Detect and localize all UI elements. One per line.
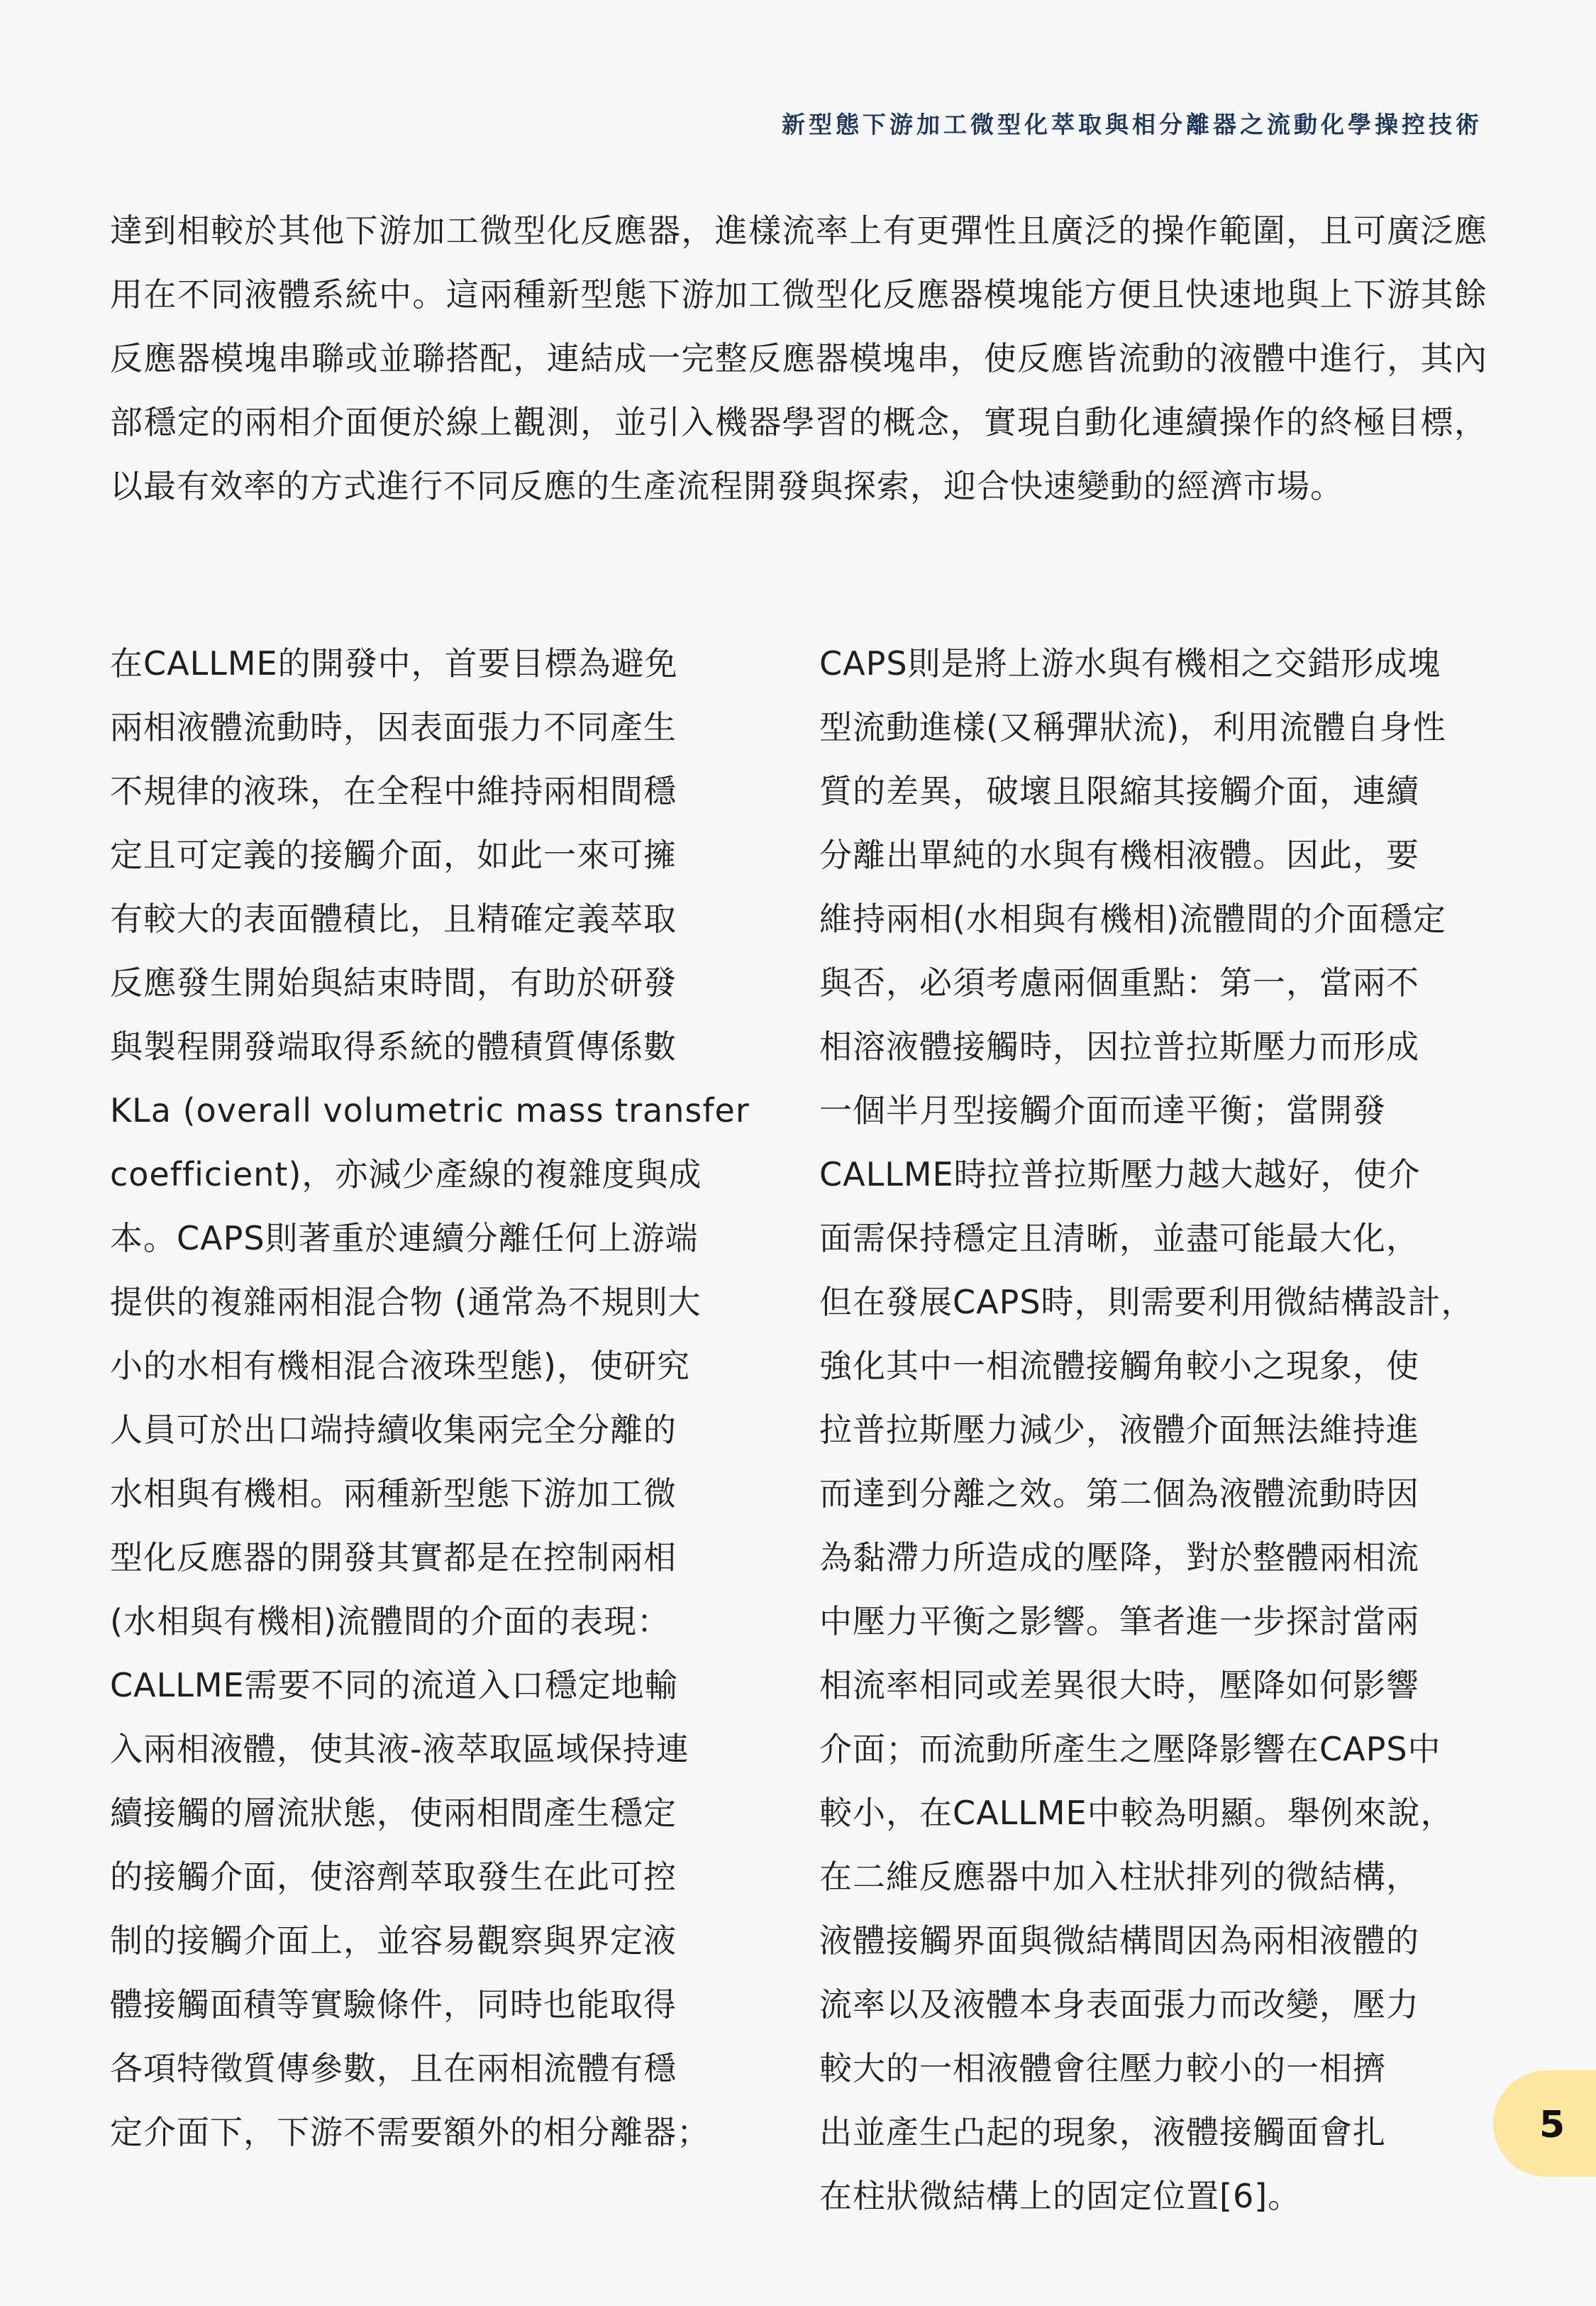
text-line: 入兩相液體，使其液-液萃取區域保持連 [110,1730,689,1768]
text-line: 有較大的表面體積比，且精確定義萃取 [110,900,677,938]
text-line: 定且可定義的接觸介面，如此一來可擁 [110,836,677,874]
text-line: 液體接觸界面與微結構間因為兩相液體的 [819,1921,1419,1960]
text-line: 不規律的液珠，在全程中維持兩相間穩 [110,772,677,810]
text-line: 強化其中一相流體接觸角較小之現象，使 [819,1347,1419,1385]
text-line: 拉普拉斯壓力減少，液體介面無法維持進 [819,1411,1419,1449]
text-line: 與製程開發端取得系統的體積質傳係數 [110,1027,677,1066]
text-line: 定介面下，下游不需要額外的相分離器； [110,2113,710,2151]
text-line: 在柱狀微結構上的固定位置[6]。 [819,2177,1302,2215]
text-line: 的接觸介面，使溶劑萃取發生在此可控 [110,1858,677,1896]
text-line: 水相與有機相。兩種新型態下游加工微 [110,1474,677,1513]
text-line: 小的水相有機相混合液珠型態)，使研究 [110,1347,690,1385]
text-line: 制的接觸介面上，並容易觀察與界定液 [110,1921,677,1960]
left-column [110,631,770,2164]
text-line: 型化反應器的開發其實都是在控制兩相 [110,1538,677,1577]
text-line: 人員可於出口端持續收集兩完全分離的 [110,1411,677,1449]
text-line: 但在發展CAPS時，則需要利用微結構設計， [819,1283,1475,1321]
page-number: 5 [1539,2104,1565,2146]
running-header: 新型態下游加工微型化萃取與相分離器之流動化學操控技術 [782,111,1483,138]
text-line: 流率以及液體本身表面張力而改變，壓力 [819,1985,1419,2024]
text-line: 維持兩相(水相與有機相)流體間的介面穩定 [819,900,1446,938]
text-line: 與否，必須考慮兩個重點：第一，當兩不 [819,964,1419,1002]
text-line: 中壓力平衡之影響。筆者進一步探討當兩 [819,1602,1419,1640]
text-line: CAPS則是將上游水與有機相之交錯形成塊 [819,644,1441,683]
text-line: 質的差異，破壞且限縮其接觸介面，連續 [819,772,1419,810]
text-line: 本。CAPS則著重於連續分離任何上游端 [110,1219,699,1257]
text-line: 而達到分離之效。第二個為液體流動時因 [819,1474,1419,1513]
text-line: 在二維反應器中加入柱狀排列的微結構， [819,1858,1419,1896]
text-line: 較小，在CALLME中較為明顯。舉例來說， [819,1794,1454,1832]
text-line: 較大的一相液體會往壓力較小的一相擠 [819,2049,1386,2087]
text-line: 介面；而流動所產生之壓降影響在CAPS中 [819,1730,1441,1768]
text-line: CALLME需要不同的流道入口穩定地輸 [110,1666,678,1704]
text-line: 分離出單純的水與有機相液體。因此，要 [819,836,1419,874]
text-line: coefficient)，亦減少產線的複雜度與成 [110,1155,702,1193]
text-line: 出並產生凸起的現象，液體接觸面會扎 [819,2113,1386,2151]
text-line: 各項特徵質傳參數，且在兩相流體有穩 [110,2049,677,2087]
intro-paragraph: 達到相較於其他下游加工微型化反應器，進樣流率上有更彈性且廣泛的操作範圍，且可廣泛應用在不同液體系統中。這兩種新型態下游加工微型化反應器模塊能方便且快速地與上下游其餘反應器模塊串聯或並聯搭配，連結成一完整反應器模塊串，使反應皆流動的液體中進行，其內部穩定的兩相介面便於線上觀測，並引入機器學習的概念，實現自動化連續操作的終極目標，以最有效率的方式進行不同反應的生產流程開發與探索，迎合快速變動的經濟市場。 [110,211,1487,505]
text-line: 續接觸的層流狀態，使兩相間產生穩定 [110,1794,677,1832]
text-line: 提供的複雜兩相混合物 (通常為不規則大 [110,1283,702,1321]
text-line: 兩相液體流動時，因表面張力不同產生 [110,708,677,746]
text-line: 相流率相同或差異很大時，壓降如何影響 [819,1666,1419,1704]
text-line: 面需保持穩定且清晰，並盡可能最大化， [819,1219,1419,1257]
text-line: 為黏滯力所造成的壓降，對於整體兩相流 [819,1538,1419,1577]
text-line: 相溶液體接觸時，因拉普拉斯壓力而形成 [819,1027,1419,1066]
text-line: 型流動進樣(又稱彈狀流)，利用流體自身性 [819,708,1446,746]
text-line: 反應發生開始與結束時間，有助於研發 [110,964,677,1002]
text-line: 一個半月型接觸介面而達平衡；當開發 [819,1091,1386,1130]
text-line: CALLME時拉普拉斯壓力越大越好，使介 [819,1155,1421,1193]
right-column [819,631,1500,2228]
text-line: KLa (overall volumetric mass transfer [110,1091,750,1130]
text-line: 在CALLME的開發中，首要目標為避免 [110,644,678,683]
text-line: 體接觸面積等實驗條件，同時也能取得 [110,1985,677,2024]
text-line: (水相與有機相)流體間的介面的表現： [110,1602,670,1640]
